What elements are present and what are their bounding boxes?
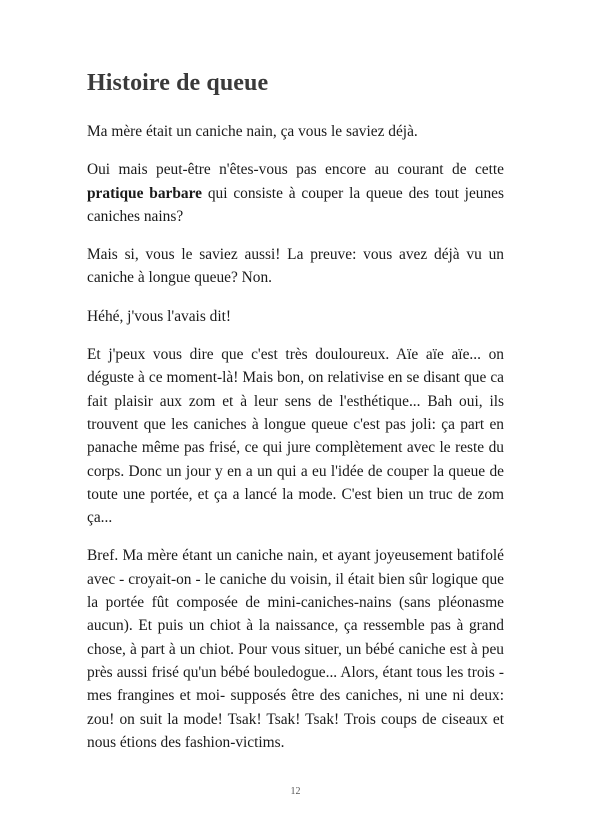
page-content [87, 66, 504, 769]
paragraph-3: Mais si, vous le saviez aussi! La preuve: vous avez déjà vu un caniche à longue queue? Non. [87, 246, 504, 287]
paragraph-2 [87, 158, 504, 228]
paragraph-1: Ma mère était un caniche nain, ça vous le saviez déjà. [87, 123, 418, 140]
paragraph-5: Et j'peux vous dire que c'est très douloureux. Aïe aïe aïe... on déguste à ce moment-là! Mais bon, on relativise en se disant que ca fait plaisir aux zom et à leur sens de l'esthétique... Bah oui, ils trouvent que les caniches à longue queue c'est pas joli: ça part en panache même pas frisé, ce qui jure complètement avec le reste du corps. Donc un jour y en a un qui a eu l'idée de couper la queue de toute une portée, et ça a lancé la mode. C'est bien un truc de zom ça... [87, 346, 504, 527]
chapter-title: Histoire de queue [87, 70, 269, 96]
paragraph-2-bold-phrase: pratique barbare [87, 184, 202, 202]
page-number: 12 [290, 786, 301, 797]
paragraph-4: Héhé, j'vous l'avais dit! [87, 307, 232, 325]
paragraph-2-text-end: qui consiste à couper la queue des tout jeunes caniches nains? [87, 184, 505, 225]
paragraph-2-text-start: Oui mais peut-être n'êtes-vous pas encore au courant de cette [87, 161, 504, 179]
paragraph-6: Bref. Ma mère étant un caniche nain, et ayant joyeusement batifolé avec - croyait-on - le caniche du voisin, il était bien sûr logique que la portée fût composée de mini-caniches-nains (sans pléonasme aucun). Et puis un chiot à la naissance, ça ressemble pas à grand chose, à part à un chiot. Pour vous situer, un bébé caniche est à peu près aussi frisé qu'un bébé bouledogue... Alors, étant tous les trois -mes frangines et moi- supposés être des caniches, ni une ni deux: zou! on suit la mode! Tsak! Tsak! Tsak! Trois coups de ciseaux et nous étions des fashion-victims. [87, 547, 504, 751]
